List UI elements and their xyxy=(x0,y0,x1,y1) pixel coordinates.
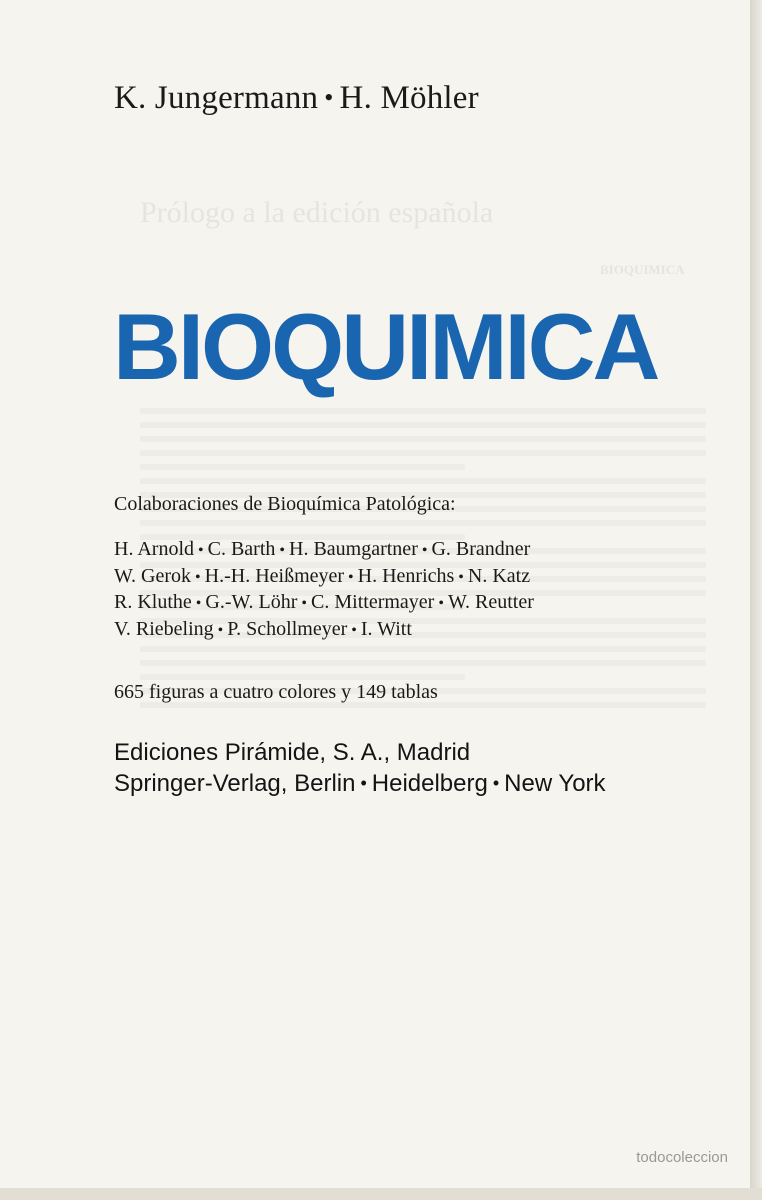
show-through-line xyxy=(140,408,706,414)
author-2: H. Möhler xyxy=(339,80,479,116)
name-separator: • xyxy=(438,595,444,612)
show-through-line xyxy=(140,674,465,680)
publisher-separator: • xyxy=(360,773,367,793)
watermark-text: todocoleccion xyxy=(636,1149,728,1166)
collaborator-name: C. Mittermayer xyxy=(311,591,435,613)
name-separator: • xyxy=(279,542,285,559)
collaborations-heading: Colaboraciones de Bioquímica Patológica: xyxy=(114,493,456,515)
collaborator-name: W. Gerok xyxy=(114,564,192,587)
show-through-line xyxy=(140,646,706,652)
figures-note: 665 figuras a cuatro colores y 149 tablas xyxy=(114,681,438,703)
show-through-line xyxy=(140,520,706,526)
name-separator: • xyxy=(351,621,357,639)
publisher-separator: • xyxy=(492,773,500,793)
collaborator-name: I. Witt xyxy=(360,617,412,640)
show-through-line xyxy=(140,436,706,442)
author-1: K. Jungermann xyxy=(114,80,319,116)
collaborator-name: H. Baumgartner xyxy=(289,538,418,560)
publisher-place: Heidelberg xyxy=(371,770,488,797)
publisher-place: Springer-Verlag, Berlin xyxy=(114,770,356,797)
collaborators-row xyxy=(114,617,534,644)
name-separator: • xyxy=(348,568,354,586)
collaborators-row xyxy=(114,564,534,591)
collaborators-list xyxy=(114,537,534,643)
publisher-line-1: Ediciones Pirámide, S. A., Madrid xyxy=(114,739,471,766)
name-separator: • xyxy=(301,595,308,612)
publisher-line-2 xyxy=(114,768,606,801)
authors-line xyxy=(114,80,479,117)
name-separator: • xyxy=(217,621,224,639)
show-through-line xyxy=(140,464,465,470)
collaborators-row xyxy=(114,590,534,617)
show-through-line xyxy=(140,478,706,484)
collaborator-name: N. Katz xyxy=(467,564,531,587)
name-separator: • xyxy=(195,568,201,586)
collaborator-name: P. Schollmeyer xyxy=(227,617,348,640)
name-separator: • xyxy=(421,542,428,559)
name-separator: • xyxy=(198,542,204,559)
collaborator-name: G. Brandner xyxy=(431,538,531,560)
collaborator-name: H.-H. Heißmeyer xyxy=(204,564,345,587)
collaborator-name: W. Reutter xyxy=(447,591,534,613)
author-separator: • xyxy=(324,83,334,112)
show-through-line xyxy=(140,660,706,666)
show-through-label: BIOQUIMICA xyxy=(600,262,685,277)
publisher-block xyxy=(114,737,606,801)
collaborator-name: G.-W. Löhr xyxy=(205,591,298,613)
collaborator-name: C. Barth xyxy=(207,538,276,560)
collaborator-name: H. Arnold xyxy=(114,538,194,560)
show-through-heading: Prólogo a la edición española xyxy=(140,196,494,229)
show-through-line xyxy=(140,422,706,428)
name-separator: • xyxy=(195,595,202,612)
collaborator-name: R. Kluthe xyxy=(114,591,192,613)
collaborators-row xyxy=(114,537,534,564)
publisher-place: New York xyxy=(504,770,606,797)
name-separator: • xyxy=(458,568,464,586)
collaborator-name: H. Henrichs xyxy=(357,564,455,587)
show-through-line xyxy=(140,450,706,456)
page-bottom-edge xyxy=(0,1188,762,1200)
collaborator-name: V. Riebeling xyxy=(114,617,214,640)
book-title: BIOQUIMICA xyxy=(113,294,658,399)
page-edge xyxy=(750,0,762,1200)
